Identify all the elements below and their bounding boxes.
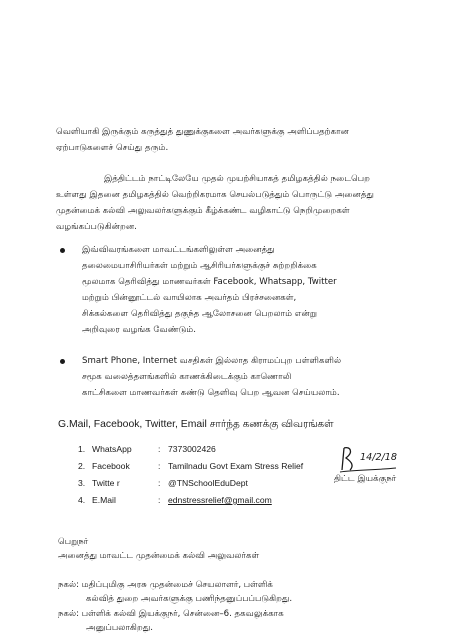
bullet1-line-5: சிக்கல்களை தெரிவித்து தகுந்த ஆலோசனை பெறலாம் என்று [82, 309, 318, 319]
bullet2-line-3: காட்சிகளை மாணவர்கள் கண்டு தெளிவு பெற ஆவன செய்யலாம். [82, 388, 340, 398]
contact-row [78, 495, 378, 509]
para2-line-4: வழங்கப்படுகின்றன. [56, 222, 137, 232]
bullet-dot [60, 359, 65, 364]
para2-line-1: இத்திட்டம் நாட்டிலேயே முதல் முயற்சியாகத் தமிழகத்தில் நடைபெற [104, 174, 371, 184]
para2-line-3: முதன்மைக் கல்வி அலுவலர்களுக்கும் கீழ்க்கண்ட வழிகாட்டு நெறிமுறைகள் [56, 206, 350, 216]
contact-label: WhatsApp [92, 444, 132, 454]
contact-colon: : [158, 478, 161, 488]
contact-number: 3. [78, 478, 86, 488]
email-link[interactable]: ednstressrelief@gmail.com [168, 495, 272, 505]
contact-row [78, 461, 378, 475]
contact-label: E.Mail [92, 495, 116, 505]
contact-colon: : [158, 444, 161, 454]
para2-line-2: உள்ளது இதனை தமிழகத்தில் வெற்றிகரமாக செயல்படுத்தும் பொருட்டு அனைத்து [56, 190, 374, 200]
contact-label: Facebook [92, 461, 130, 471]
contact-colon: : [158, 495, 161, 505]
whatsapp-number: 7373002426 [168, 444, 216, 454]
copy2-line-2: அனுப்பலாகிறது. [86, 623, 154, 633]
twitter-handle: @TNSchoolEduDept [168, 478, 248, 488]
bullet1-line-2: தலைமையாசிரியர்கள் மற்றும் ஆசிரியர்களுக்குச் சுற்றறிக்கை [82, 261, 317, 271]
signature-date: 14/2/18 [360, 452, 397, 463]
intro-line-2: ஏற்பாடுகளைச் செய்து தரும். [56, 143, 169, 153]
bullet2-line-2: சமூக வலைத்தளங்களில் காணக்கிடைக்கும் காணொலி [82, 372, 292, 382]
contact-row [78, 478, 378, 492]
contact-number: 1. [78, 444, 86, 454]
contact-colon: : [158, 461, 161, 471]
bullet-dot [60, 248, 65, 253]
contacts-heading: G.Mail, Facebook, Twitter, Email சார்ந்த கணக்கு விவரங்கள் [58, 419, 334, 430]
bullet1-line-1: இவ்விவரங்களை மாவட்டங்களிலுள்ள அனைத்து [82, 245, 275, 255]
contact-row [78, 444, 378, 458]
intro-line-1: வெளியாகி இருக்கும் கருத்துத் துணுக்குகளை அவர்களுக்கு அளிப்பதற்கான [56, 127, 349, 137]
signatory-title: திட்ட இயக்குநர் [334, 474, 397, 484]
copy1-line-2: கல்வித் துறை அவர்களுக்கு பணிந்தனுப்பப்படுகிறது. [86, 594, 293, 604]
recipient: அனைத்து மாவட்ட முதன்மைக் கல்வி அலுவலர்கள் [58, 551, 260, 561]
contact-label: Twitte r [92, 478, 120, 488]
contact-number: 4. [78, 495, 86, 505]
copy1-line-1: நகல்: மதிப்புமிகு அரசு முதன்மைச் செயலாளர், பள்ளிக் [58, 580, 273, 590]
contact-number: 2. [78, 461, 86, 471]
recipient-label: பெறுநர் [58, 537, 89, 547]
bullet1-line-3: மூலமாக தெரிவித்து மாணவர்கள் Facebook, Whatsapp, Twitter [82, 277, 337, 287]
bullet2-line-1: Smart Phone, Internet வசதிகள் இல்லாத கிராமப்புற பள்ளிகளில் [82, 356, 342, 366]
facebook-page: Tamilnadu Govt Exam Stress Relief [168, 461, 304, 471]
bullet1-line-6: அறிவுரை வழங்க வேண்டும். [82, 325, 196, 335]
copy2-line-1: நகல்: பள்ளிக் கல்வி இயக்குநர், சென்னை–6. தகவலுக்காக [58, 609, 284, 619]
bullet1-line-4: மற்றும் பின்னூட்டல் வாயிலாக அவர்தம் பிரச்சனைகள், [82, 293, 297, 303]
